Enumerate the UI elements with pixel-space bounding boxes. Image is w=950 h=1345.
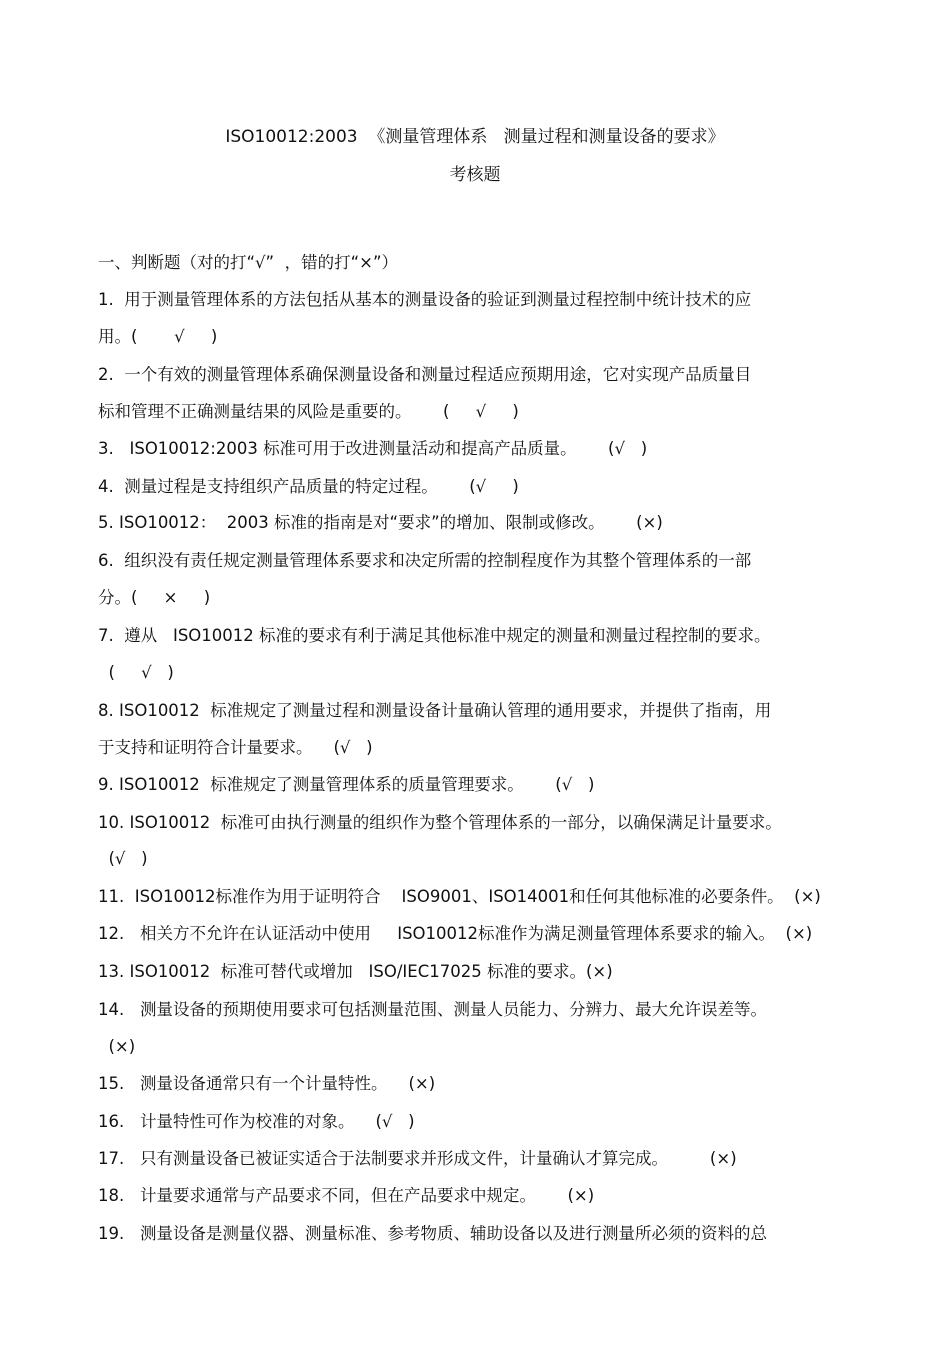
question-line: 3. ISO10012:2003 标准可用于改进测量活动和提高产品质量。 (√ ) (98, 439, 648, 458)
question-line: 18. 计量要求通常与产品要求不同，但在产品要求中规定。 (×) (98, 1186, 595, 1205)
question-line: 2. 一个有效的测量管理体系确保测量设备和测量过程适应预期用途，它对实现产品质量目 (98, 365, 752, 384)
question-line: 12. 相关方不允许在认证活动中使用 ISO10012标准作为满足测量管理体系要求的输入。 (×) (98, 924, 813, 943)
question-line: 标和管理不正确测量结果的风险是重要的。 ( √ ) (98, 402, 519, 421)
question-line: 7. 遵从 ISO10012 标准的要求有利于满足其他标准中规定的测量和测量过程控制的要求。 (98, 626, 771, 645)
question-line: ( √ ) (98, 663, 174, 682)
question-line: 13. ISO10012 标准可替代或增加 ISO/IEC17025 标准的要求。(×) (98, 962, 613, 981)
question-line: 14. 测量设备的预期使用要求可包括测量范围、测量人员能力、分辨力、最大允许误差等。 (98, 1000, 767, 1019)
question-line: (√ ) (98, 849, 148, 868)
question-line: 8. ISO10012 标准规定了测量过程和测量设备计量确认管理的通用要求，并提供了指南，用 (98, 701, 772, 720)
question-line: 17. 只有测量设备已被证实适合于法制要求并形成文件，计量确认才算完成。 (×) (98, 1149, 737, 1168)
question-line: 11. ISO10012标准作为用于证明符合 ISO9001、ISO14001和任何其他标准的必要条件。 (×) (98, 887, 821, 906)
question-line: 10. ISO10012 标准可由执行测量的组织作为整个管理体系的一部分，以确保满足计量要求。 (98, 813, 782, 832)
section-heading: 一、判断题（对的打“√” ，错的打“×”） (98, 253, 399, 272)
document-subtitle: 考核题 (449, 165, 501, 185)
question-line: 16. 计量特性可作为校准的对象。 (√ ) (98, 1112, 415, 1131)
question-line: 9. ISO10012 标准规定了测量管理体系的质量管理要求。 (√ ) (98, 775, 595, 794)
question-line: 于支持和证明符合计量要求。 (√ ) (98, 738, 373, 757)
question-line: 分。( × ) (98, 588, 211, 607)
question-line: 5. ISO10012： 2003 标准的指南是对“要求”的增加、限制或修改。 (×) (98, 513, 663, 532)
question-line: 1. 用于测量管理体系的方法包括从基本的测量设备的验证到测量过程控制中统计技术的应 (98, 290, 752, 309)
question-line: (×) (98, 1037, 136, 1056)
question-line: 4. 测量过程是支持组织产品质量的特定过程。 (√ ) (98, 477, 519, 496)
question-line: 用。( √ ) (98, 327, 218, 346)
document-title: ISO10012:2003 《测量管理体系 测量过程和测量设备的要求》 (225, 127, 725, 147)
question-line: 19. 测量设备是测量仪器、测量标准、参考物质、辅助设备以及进行测量所必须的资料的总 (98, 1224, 767, 1243)
question-line: 15. 测量设备通常只有一个计量特性。 (×) (98, 1074, 436, 1093)
question-line: 6. 组织没有责任规定测量管理体系要求和决定所需的控制程度作为其整个管理体系的一部 (98, 551, 752, 570)
